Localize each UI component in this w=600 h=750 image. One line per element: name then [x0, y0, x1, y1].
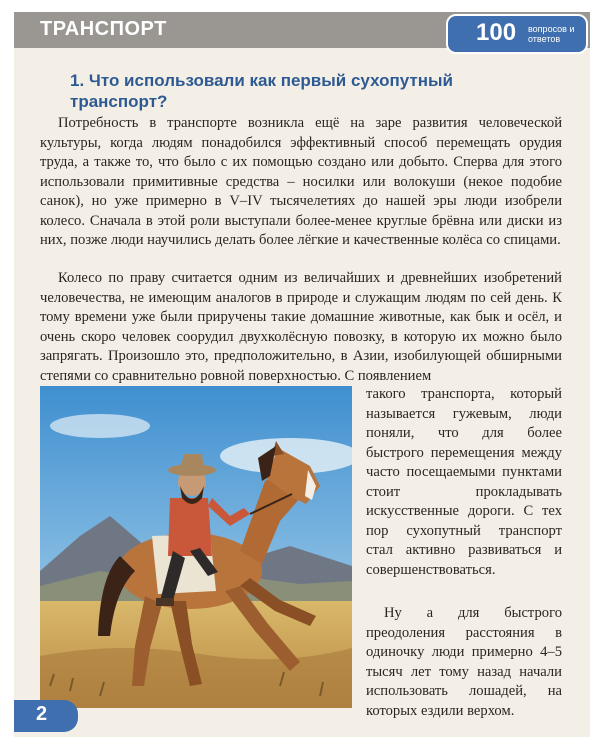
question-heading: 1. Что использовали как первый сухопутный транспорт?: [70, 71, 453, 111]
page-number-tab: [14, 700, 78, 732]
paragraph-2: Колесо по праву считается одним из величайших и древнейших изобретений человечества, не имеющим аналогов в природе и служащим людям по сей день. К тому времени уже были приручены такие домашние животные, как бык и осёл, и очень скоро человек соорудил двухколёсную повозку, в которую их можно было запрягать. Произошло это, предположительно, в Азии, изобилующей обширными степями со сравнительно ровной поверхностью. С появлением: [40, 270, 562, 384]
paragraph-3: такого транспорта, который называется гужевым, люди поняли, что для более быстрого перемещения между часто посещаемыми пунктами стоит прокладывать искусственные дороги. С тех пор сухопутный транспорт стал активно развиваться и совершенствоваться.: [366, 386, 562, 578]
badge-text: вопросов и ответов: [528, 24, 575, 44]
book-badge: [446, 14, 588, 54]
paragraph-1: Потребность в транспорте возникла ещё на заре развития человеческой культуры, когда людям понадобился эффективный способ перемещать орудия труда, а также то, что было с их помощью создано или добыто. Сперва для этого использовали примитивные средства – носилки или волокуши (некое подобие санок), но уже примерно в V–IV тысячелетиях до нашей эры люди изобрели колесо. Сначала в этой роли выступали более-менее круглые брёвна или диски из них, позже люди научились делать более лёгкие и качественные колёса со спицами.: [40, 115, 562, 248]
section-title: ТРАНСПОРТ: [40, 18, 167, 40]
page-number: 2: [36, 703, 48, 725]
badge-number: 100: [476, 19, 517, 46]
paragraph-4: Ну а для быстрого преодоления расстояния в одиночку люди примерно 4–5 тысяч лет тому назад начали использовать лошадей, на которых ездили верхом.: [366, 605, 562, 719]
horse-rider-illustration: [40, 386, 352, 708]
